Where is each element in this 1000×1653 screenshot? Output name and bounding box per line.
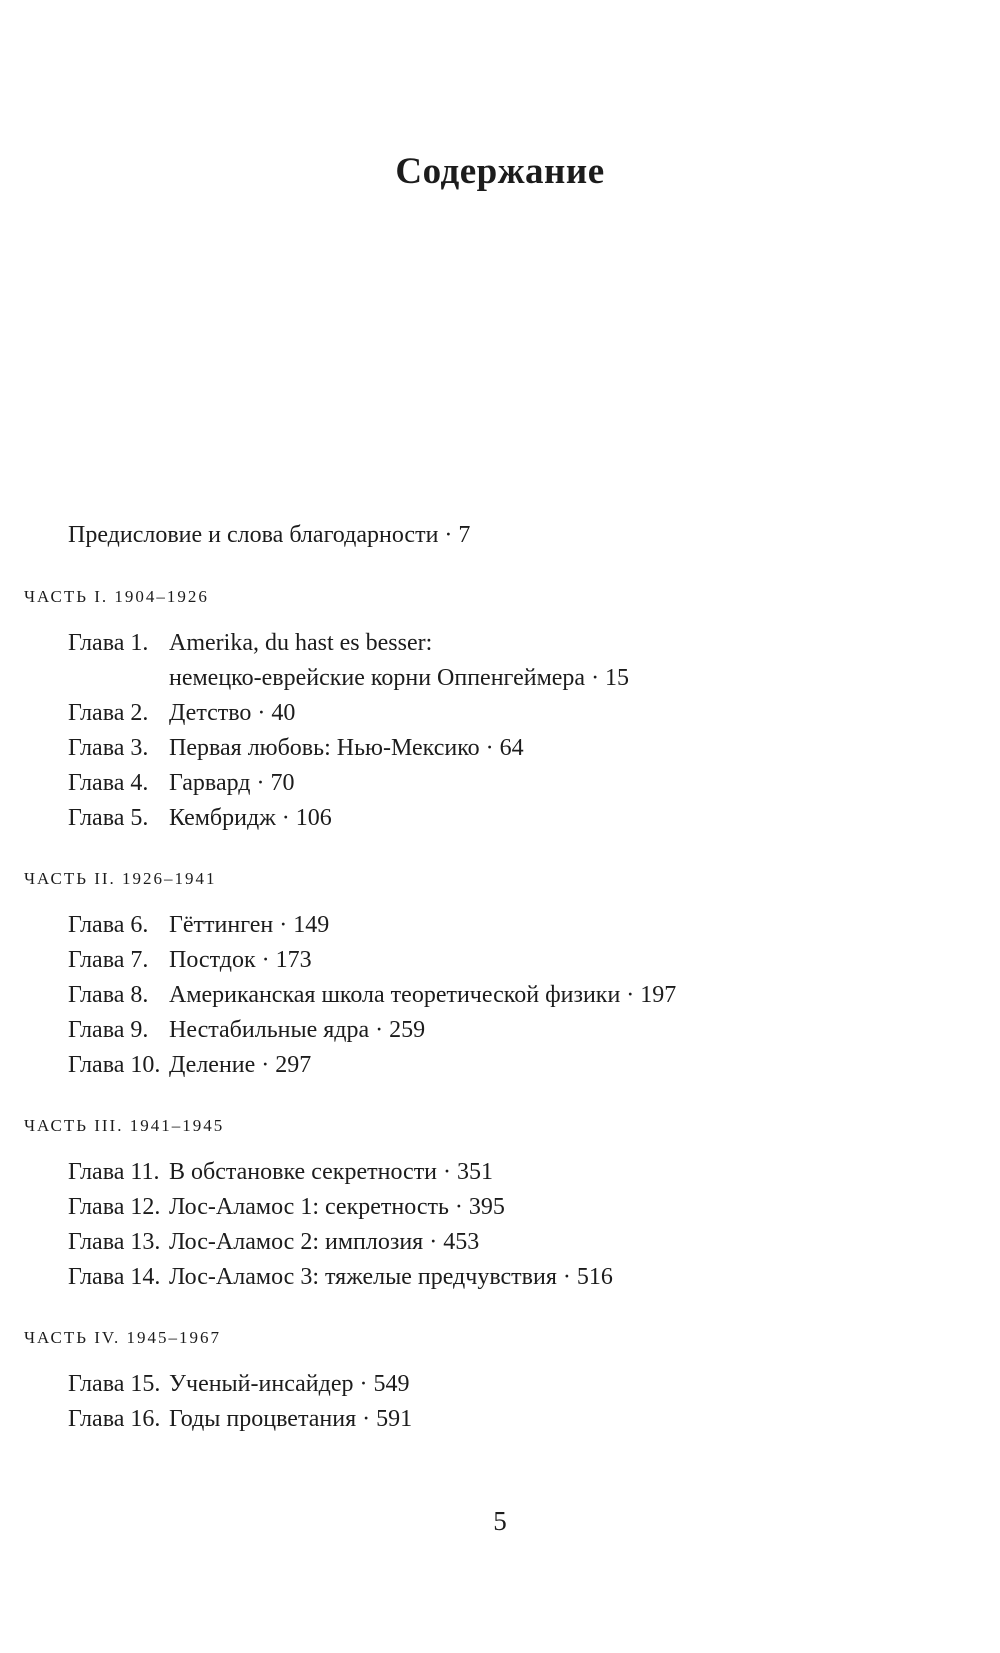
chapter-number: Глава 9. (68, 1017, 149, 1043)
chapter-number: Глава 13. (68, 1229, 161, 1255)
chapter-number: Глава 15. (68, 1371, 161, 1397)
toc-entry-chapter-5[interactable] (68, 801, 1000, 836)
chapter-list (0, 1155, 1000, 1295)
toc-entry-chapter-7[interactable] (68, 943, 1000, 978)
toc-entry-preface[interactable]: Предисловие и слова благодарности · 7 (68, 522, 471, 548)
toc-entry-chapter-4[interactable] (68, 766, 1000, 801)
toc-entry-chapter-2[interactable] (68, 696, 1000, 731)
chapter-title: Годы процветания · 591 (169, 1406, 413, 1432)
chapter-title: Лос-Аламос 2: имплозия · 453 (169, 1229, 480, 1255)
table-of-contents (0, 520, 1000, 1469)
toc-entry-chapter-8[interactable] (68, 978, 1000, 1013)
chapter-number: Глава 1. (68, 630, 149, 656)
chapter-title: Первая любовь: Нью-Мексико · 64 (169, 735, 524, 761)
chapter-list (0, 1367, 1000, 1437)
part-heading: ЧАСТЬ I. 1904–1926 (24, 587, 209, 606)
toc-part-1 (0, 586, 1000, 836)
chapter-title: Кембридж · 106 (169, 805, 332, 831)
chapter-number: Глава 8. (68, 982, 149, 1008)
chapter-title: Ученый-инсайдер · 549 (169, 1371, 410, 1397)
chapter-title: Детство · 40 (169, 700, 296, 726)
chapter-list (0, 626, 1000, 836)
toc-entry-chapter-10[interactable] (68, 1048, 1000, 1083)
chapter-title: Американская школа теоретической физики · 197 (169, 982, 677, 1008)
chapter-title-continuation: немецко-еврейские корни Оппенгеймера · 15 (169, 665, 630, 691)
chapter-title: Постдок · 173 (169, 947, 312, 973)
chapter-number: Глава 14. (68, 1264, 161, 1290)
toc-entry-chapter-6[interactable] (68, 908, 1000, 943)
chapter-list (0, 908, 1000, 1083)
chapter-title: Лос-Аламос 1: секретность · 395 (169, 1194, 505, 1220)
toc-entry-chapter-13[interactable] (68, 1225, 1000, 1260)
chapter-number: Глава 4. (68, 770, 149, 796)
part-heading: ЧАСТЬ IV. 1945–1967 (24, 1328, 221, 1347)
toc-part-2 (0, 868, 1000, 1083)
chapter-number: Глава 2. (68, 700, 149, 726)
chapter-title: Лос-Аламос 3: тяжелые предчувствия · 516 (169, 1264, 613, 1290)
chapter-title: Деление · 297 (169, 1052, 312, 1078)
toc-entry-chapter-12[interactable] (68, 1190, 1000, 1225)
toc-entry-chapter-11[interactable] (68, 1155, 1000, 1190)
chapter-number: Глава 11. (68, 1159, 160, 1185)
chapter-number: Глава 16. (68, 1406, 161, 1432)
toc-part-4 (0, 1327, 1000, 1437)
toc-entry-chapter-16[interactable] (68, 1402, 1000, 1437)
page-title: Содержание (395, 150, 605, 192)
page-number: 5 (493, 1506, 507, 1536)
toc-part-3 (0, 1115, 1000, 1295)
chapter-title: Гёттинген · 149 (169, 912, 330, 938)
chapter-title: Гарвард · 70 (169, 770, 295, 796)
toc-entry-chapter-9[interactable] (68, 1013, 1000, 1048)
chapter-number: Глава 3. (68, 735, 149, 761)
part-heading: ЧАСТЬ III. 1941–1945 (24, 1116, 225, 1135)
chapter-number: Глава 10. (68, 1052, 161, 1078)
chapter-number: Глава 6. (68, 912, 149, 938)
chapter-number: Глава 5. (68, 805, 149, 831)
chapter-number: Глава 7. (68, 947, 149, 973)
toc-entry-chapter-15[interactable] (68, 1367, 1000, 1402)
toc-entry-chapter-3[interactable] (68, 731, 1000, 766)
toc-entry-chapter-14[interactable] (68, 1260, 1000, 1295)
chapter-title: Нестабильные ядра · 259 (169, 1017, 426, 1043)
chapter-title: В обстановке секретности · 351 (169, 1159, 494, 1185)
toc-entry-chapter-1[interactable] (68, 626, 1000, 696)
chapter-title: Amerika, du hast es besser: (169, 630, 433, 656)
chapter-number: Глава 12. (68, 1194, 161, 1220)
part-heading: ЧАСТЬ II. 1926–1941 (24, 869, 217, 888)
